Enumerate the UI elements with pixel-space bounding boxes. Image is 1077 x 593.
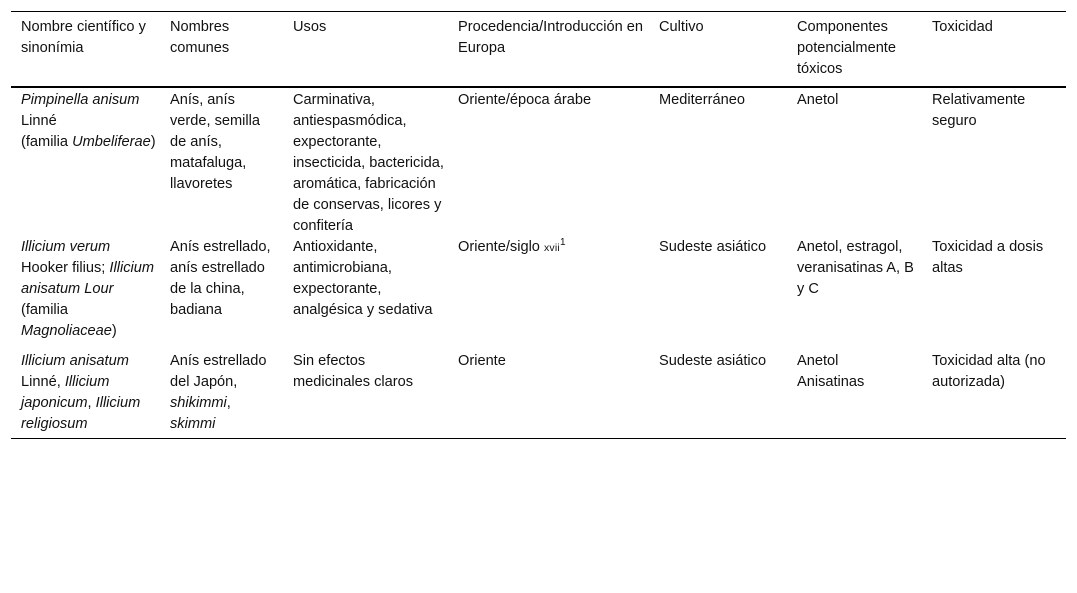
family-suffix: ) — [111, 323, 117, 339]
cell-common-names: Anís, anís verde, semilla de anís, matafaluga, llavoretes — [170, 92, 261, 192]
species-synonym: Illicium japonicum — [21, 374, 110, 411]
header-common-names: Nombres comunes — [170, 19, 230, 56]
common-names-text: Anís estrellado del Japón, — [170, 353, 267, 390]
header-cultivation: Cultivo — [659, 19, 704, 35]
cell-cultivation: Mediterráneo — [659, 92, 745, 108]
header-uses: Usos — [293, 19, 327, 35]
toxic-components-text: Anetol Anisatinas — [797, 353, 865, 390]
family-name: Umbeliferae — [72, 134, 151, 150]
table-row — [11, 237, 1066, 342]
species-name: Illicium verum — [21, 239, 111, 255]
cell-toxicity: Relativamente seguro — [932, 92, 1026, 129]
origin-century: xvii — [543, 242, 560, 254]
species-authority: Linné, — [21, 374, 65, 390]
synonym-separator: , — [87, 395, 96, 411]
cell-cultivation: Sudeste asiático — [659, 239, 767, 255]
cell-uses: Antioxidante, antimicrobiana, expectorante, analgésica y sedativa — [293, 239, 433, 318]
cell-cultivation: Sudeste asiático — [659, 353, 767, 369]
cell-toxic-components: Anetol — [797, 92, 839, 108]
cell-uses: Carminativa, antiespasmódica, expectorante, insecticida, bactericida, aromática, fabricación de conservas, licores y confitería — [293, 92, 444, 234]
cell-scientific-name — [11, 87, 160, 237]
family-name: Magnoliaceae — [21, 323, 112, 339]
origin-text: Oriente/siglo — [458, 239, 544, 255]
cell-scientific-name — [11, 237, 160, 342]
species-name: Illicium anisatum — [21, 353, 129, 369]
table-row — [11, 342, 1066, 439]
cell-toxic-components: Anetol, estragol, veranisatinas A, B y C — [797, 239, 914, 297]
common-names-separator: , — [226, 395, 231, 411]
footnote-marker: 1 — [559, 237, 566, 249]
cell-common-names: Anís estrellado, anís estrellado de la china, badiana — [170, 239, 271, 318]
species-name: Pimpinella anisum — [21, 92, 140, 108]
header-toxicity: Toxicidad — [932, 19, 993, 35]
table-body — [11, 87, 1066, 439]
header-origin: Procedencia/Introducción en Europa — [458, 19, 643, 56]
species-authority: Linné — [21, 113, 57, 129]
family-prefix: (familia — [21, 302, 69, 318]
cell-common-names — [160, 342, 283, 439]
table-header — [11, 12, 1066, 88]
species-authority: Hooker filius; — [21, 260, 110, 276]
header-toxic-components: Componentes potencialmente tóxicos — [797, 19, 896, 77]
family-prefix: (familia — [21, 134, 73, 150]
cell-uses: Sin efectos medicinales claros — [293, 353, 414, 390]
common-name-italic: skimmi — [170, 416, 216, 432]
family-suffix: ) — [150, 134, 156, 150]
common-name-italic: shikimmi — [170, 395, 227, 411]
header-scientific-name: Nombre científico y sinonímia — [21, 19, 146, 56]
cell-toxicity: Toxicidad a dosis altas — [932, 239, 1044, 276]
table-row — [11, 87, 1066, 237]
species-synonym: Illicium religiosum — [21, 395, 141, 432]
species-synonym: Illicium anisatum Lour — [21, 260, 154, 297]
cell-origin: Oriente — [458, 353, 506, 369]
cell-scientific-name — [11, 342, 160, 439]
cell-toxic-components — [787, 342, 922, 439]
plant-toxicity-table — [11, 11, 1066, 439]
header-row — [11, 12, 1066, 88]
cell-origin — [448, 237, 649, 342]
cell-origin: Oriente/época árabe — [458, 92, 592, 108]
cell-toxicity: Toxicidad alta (no autorizada) — [932, 353, 1046, 390]
